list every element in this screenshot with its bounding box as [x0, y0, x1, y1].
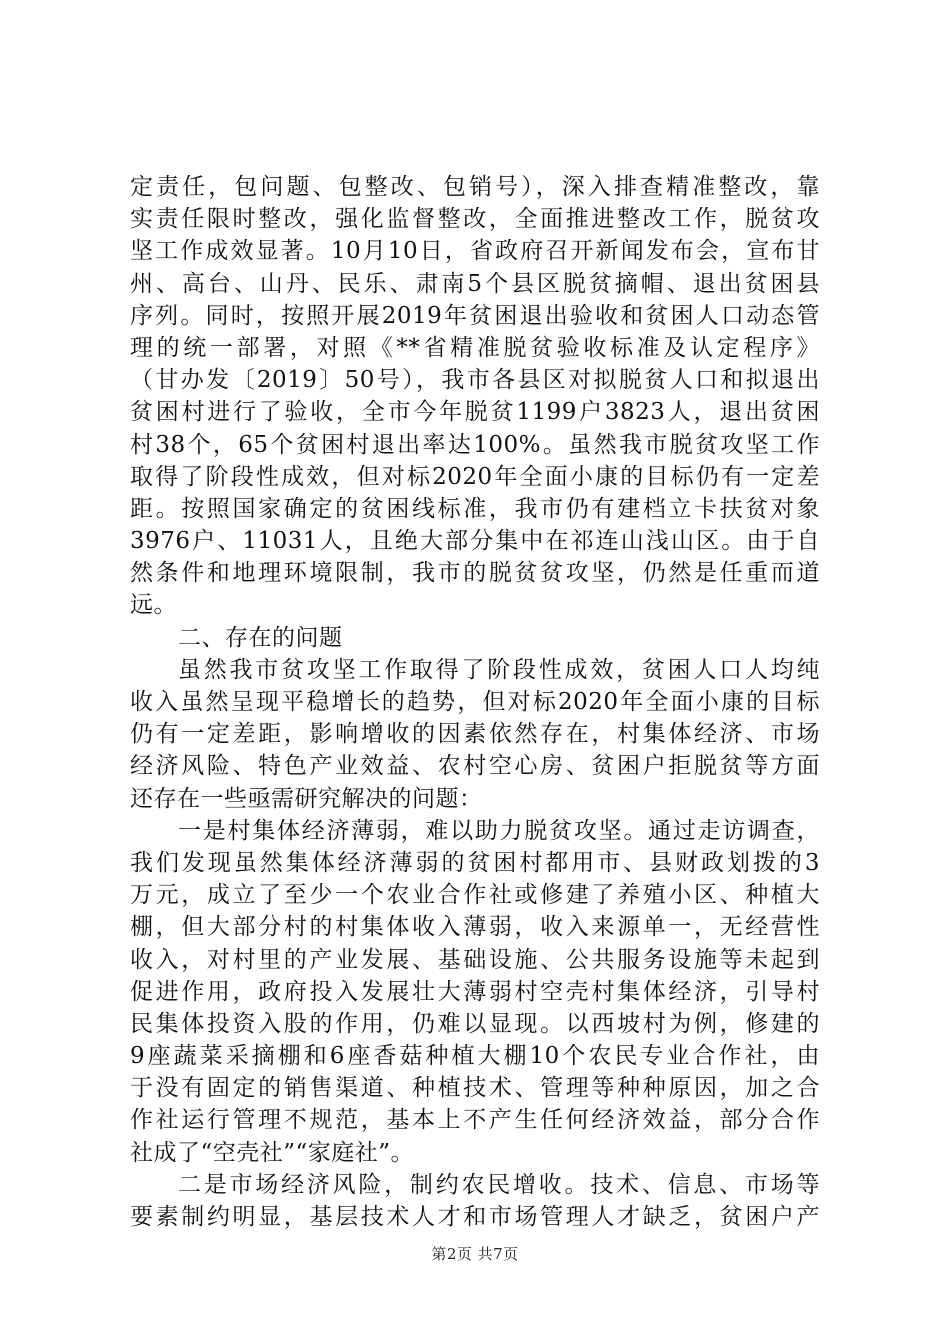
text-line: 然条件和地理环境限制，我市的脱贫贫攻坚，仍然是任重而道: [130, 560, 820, 587]
text-line: 3976户、11031人，且绝大部分集中在祁连山浅山区。由于自: [130, 528, 820, 555]
text-line: 于没有固定的销售渠道、种植技术、管理等种种原因，加之合: [130, 1075, 820, 1102]
text-line: （甘办发〔2019〕50号），我市各县区对拟脱贫人口和拟退出: [130, 367, 820, 394]
text-line: 二、存在的问题: [178, 624, 343, 651]
text-line: 民集体投资入股的作用，仍难以显现。以西坡村为例，修建的: [130, 1010, 820, 1037]
text-line: 还存在一些亟需研究解决的问题：: [130, 785, 483, 812]
text-line: 仍有一定差距，影响增收的因素依然存在，村集体经济、市场: [130, 721, 820, 748]
text-line: 序列。同时，按照开展2019年贫困退出验收和贫困人口动态管: [130, 302, 820, 329]
text-line: 定责任，包问题、包整改、包销号），深入排查精准整改，靠: [130, 174, 820, 200]
document-body: [130, 171, 820, 1233]
text-line: 经济风险、特色产业效益、农村空心房、贫困户拒脱贫等方面: [130, 753, 820, 780]
text-line: 远。: [130, 592, 177, 619]
text-line: 村38个，65个贫困村退出率达100%。虽然我市脱贫攻坚工作: [130, 431, 820, 458]
text-line: 二是市场经济风险，制约农民增收。技术、信息、市场等: [178, 1171, 820, 1198]
text-line: 万元，成立了至少一个农业合作社或修建了养殖小区、种植大: [130, 882, 820, 909]
text-line: 收入，对村里的产业发展、基础设施、公共服务设施等未起到: [130, 946, 820, 973]
text-line: 9座蔬菜采摘棚和6座香菇种植大棚10个农民专业合作社，由: [130, 1043, 820, 1070]
text-line: 距。按照国家确定的贫困线标准，我市仍有建档立卡扶贫对象: [130, 495, 820, 522]
text-line: 我们发现虽然集体经济薄弱的贫困村都用市、县财政划拨的3: [130, 849, 820, 876]
text-line: 取得了阶段性成效，但对标2020年全面小康的目标仍有一定差: [130, 463, 820, 490]
page-footer: 第2页 共7页: [431, 1245, 519, 1263]
text-line: 实责任限时整改，强化监督整改，全面推进整改工作，脱贫攻: [130, 206, 820, 233]
text-line: 理的统一部署，对照《**省精准脱贫验收标准及认定程序》: [130, 334, 820, 361]
text-line: 坚工作成效显著。10月10日，省政府召开新闻发布会，宣布甘: [130, 238, 820, 265]
text-line: 要素制约明显，基层技术人才和市场管理人才缺乏，贫困户产: [130, 1204, 820, 1230]
text-line: 收入虽然呈现平稳增长的趋势，但对标2020年全面小康的目标: [130, 689, 820, 715]
text-line: 州、高台、山丹、民乐、肃南5个县区脱贫摘帽、退出贫困县: [130, 270, 820, 297]
text-line: 作社运行管理不规范，基本上不产生任何经济效益，部分合作: [130, 1107, 820, 1134]
text-line: 贫困村进行了验收，全市今年脱贫1199户3823人，退出贫困: [130, 399, 820, 426]
text-line: 促进作用，政府投入发展壮大薄弱村空壳村集体经济，引导村: [130, 978, 820, 1005]
text-line: 一是村集体经济薄弱，难以助力脱贫攻坚。通过走访调查，: [178, 817, 820, 844]
text-line: 虽然我市贫攻坚工作取得了阶段性成效，贫困人口人均纯: [178, 656, 820, 683]
text-line: 社成了“空壳社”“家庭社”。: [130, 1139, 415, 1166]
text-line: 棚，但大部分村的村集体收入薄弱，收入来源单一，无经营性: [130, 914, 820, 941]
